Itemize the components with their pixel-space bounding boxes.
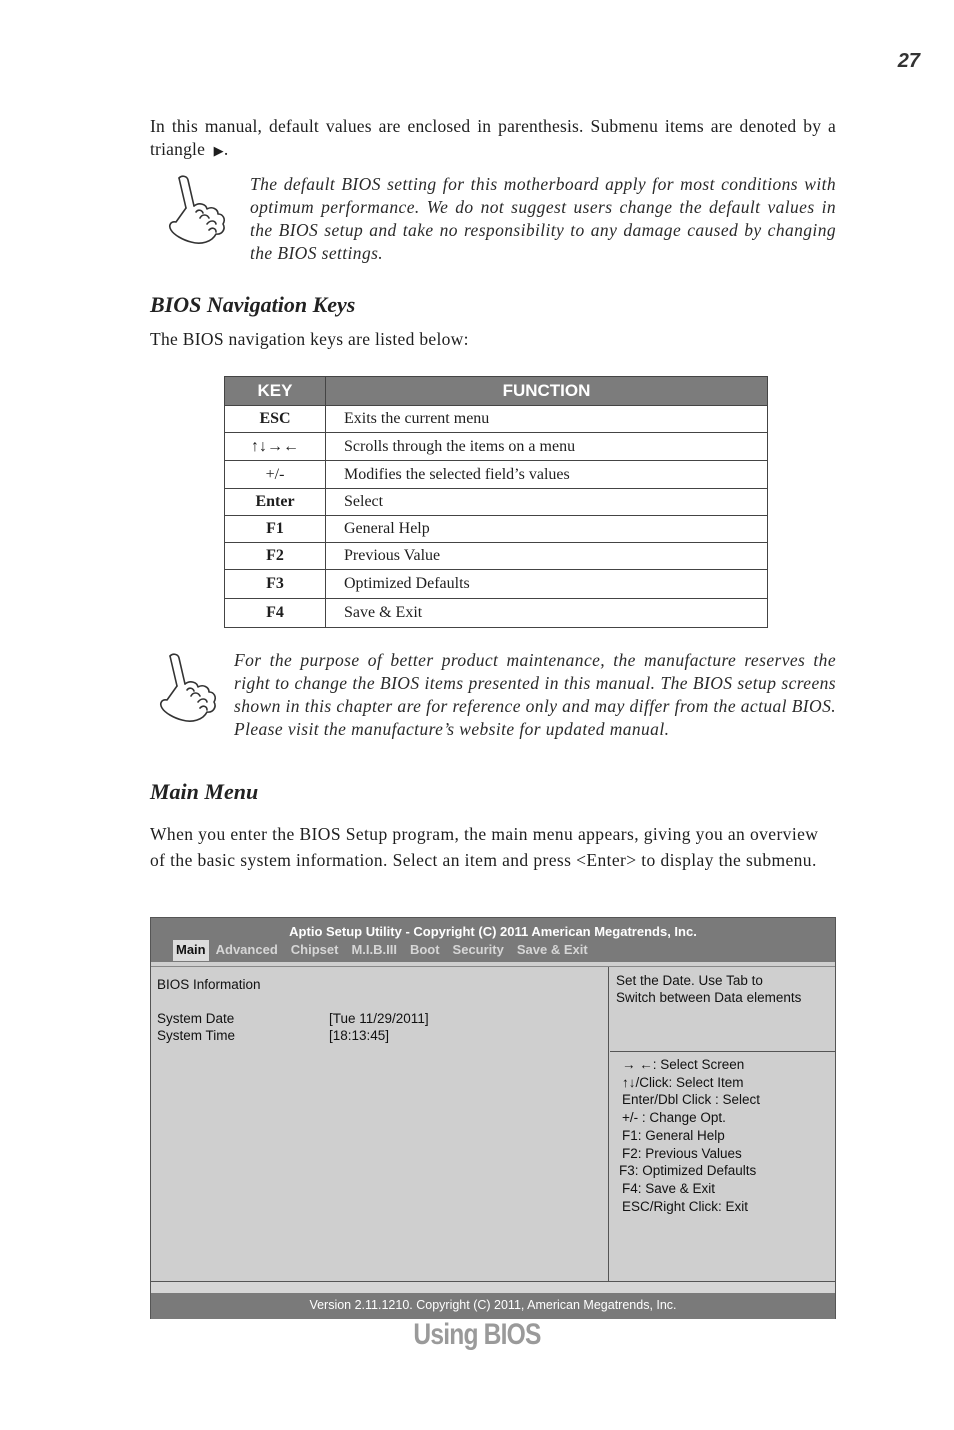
key-help-line: Enter/Dbl Click : Select — [622, 1092, 761, 1108]
help-line: Set the Date. Use Tab to — [616, 973, 763, 988]
system-time-value[interactable]: [18:13:45] — [329, 1028, 390, 1043]
bios-help-divider — [610, 1051, 835, 1052]
bios-info-label: BIOS Information — [157, 977, 261, 992]
intro-paragraph — [150, 115, 836, 162]
key-cell: +/- — [225, 461, 326, 488]
table-row — [225, 460, 767, 488]
pointing-hand-icon — [154, 650, 220, 726]
key-cell: F3 — [225, 570, 326, 598]
system-time-label: System Time — [157, 1028, 236, 1043]
tab-boot[interactable]: Boot — [409, 942, 440, 957]
bios-screenshot — [150, 917, 836, 1319]
bios-title: Aptio Setup Utility - Copyright (C) 2011 American Megatrends, Inc. — [289, 924, 697, 939]
table-header-row — [225, 377, 767, 405]
bios-tab-bar — [173, 940, 601, 961]
nav-keys-heading: BIOS Navigation Keys — [150, 292, 356, 317]
function-cell: Save & Exit — [344, 604, 423, 621]
main-menu-heading: Main Menu — [150, 779, 259, 804]
intro-text: In this manual, default values are enclosed in parenthesis. Submenu items are denoted by a triangle — [150, 116, 836, 159]
function-cell: Optimized Defaults — [344, 575, 470, 592]
function-cell: Scrolls through the items on a menu — [344, 437, 576, 455]
table-row — [225, 488, 767, 515]
header-function: FUNCTION — [502, 381, 591, 400]
main-menu-paragraph: When you enter the BIOS Setup program, the main menu appears, giving you an overview of the basic system information. Select an item and press <Enter> to display the submenu. — [150, 824, 819, 870]
function-cell: General Help — [344, 520, 430, 537]
bios-help-text — [616, 972, 826, 1006]
function-cell: Previous Value — [344, 547, 441, 564]
key-cell: F4 — [225, 599, 326, 627]
key-help-line: F4: Save & Exit — [622, 1180, 716, 1196]
bios-key-legend — [619, 1056, 761, 1215]
tab-main[interactable]: Main — [173, 940, 209, 961]
triangle-icon: ▶ — [213, 143, 224, 158]
key-help-line: F1: General Help — [622, 1127, 725, 1143]
header-key: KEY — [225, 377, 326, 405]
bios-title-bar — [151, 918, 835, 962]
tab-chipset[interactable]: Chipset — [290, 942, 339, 957]
help-line: Switch between Data elements — [616, 990, 802, 1005]
key-help-line: F3: Optimized Defaults — [619, 1163, 757, 1179]
bios-help-panel — [610, 967, 835, 1281]
table-row — [225, 405, 767, 432]
bios-footer: Version 2.11.1210. Copyright (C) 2011, American Megatrends, Inc. — [151, 1293, 835, 1319]
key-help-line: → ←: Select Screen — [622, 1057, 745, 1072]
section-footer-title: Using BIOS — [413, 1318, 541, 1351]
system-date-value[interactable]: [Tue 11/29/2011] — [329, 1011, 429, 1026]
key-cell: F2 — [225, 543, 326, 569]
page-number: 27 — [897, 50, 920, 72]
bios-main-panel — [151, 967, 609, 1281]
key-help-line: ↑↓/Click: Select Item — [622, 1074, 744, 1090]
key-cell: Enter — [225, 489, 326, 515]
tab-advanced[interactable]: Advanced — [215, 942, 278, 957]
pointing-hand-icon — [163, 172, 229, 248]
key-help-line: F2: Previous Values — [622, 1145, 742, 1161]
key-cell: ↑↓→← — [225, 433, 326, 460]
key-help-line: ESC/Right Click: Exit — [622, 1198, 749, 1214]
key-help-line: +/- : Change Opt. — [622, 1110, 726, 1126]
table-row — [225, 569, 767, 598]
nav-keys-intro: The BIOS navigation keys are listed below: — [150, 329, 469, 349]
table-row — [225, 598, 767, 627]
key-cell: F1 — [225, 516, 326, 542]
bios-bottom-strip — [151, 1281, 835, 1293]
tab-security[interactable]: Security — [452, 942, 504, 957]
function-cell: Modifies the selected field’s values — [344, 465, 570, 483]
nav-keys-table — [224, 376, 768, 628]
intro-end: . — [223, 139, 229, 159]
table-row — [225, 542, 767, 569]
note-product-maintenance: For the purpose of better product maintenance, the manufacture reserves the right to change the BIOS items presented in this manual. The BIOS setup screens shown in this chapter are for reference only and may differ from the actual BIOS. Please visit the manufacture’s website for updated manual. — [234, 650, 836, 739]
function-cell: Select — [344, 493, 384, 510]
function-cell: Exits the current menu — [344, 410, 490, 427]
system-date-label: System Date — [157, 1011, 235, 1026]
note-default-settings: The default BIOS setting for this motherboard apply for most conditions with optimum performance. We do not suggest users change the default values in the BIOS setup and take no responsibility to any damage caused by changing the BIOS settings. — [250, 174, 836, 263]
key-cell: ESC — [225, 406, 326, 432]
tab-mib[interactable]: M.I.B.III — [351, 942, 397, 957]
table-row — [225, 515, 767, 542]
tab-save-exit[interactable]: Save & Exit — [516, 942, 588, 957]
table-row — [225, 432, 767, 460]
